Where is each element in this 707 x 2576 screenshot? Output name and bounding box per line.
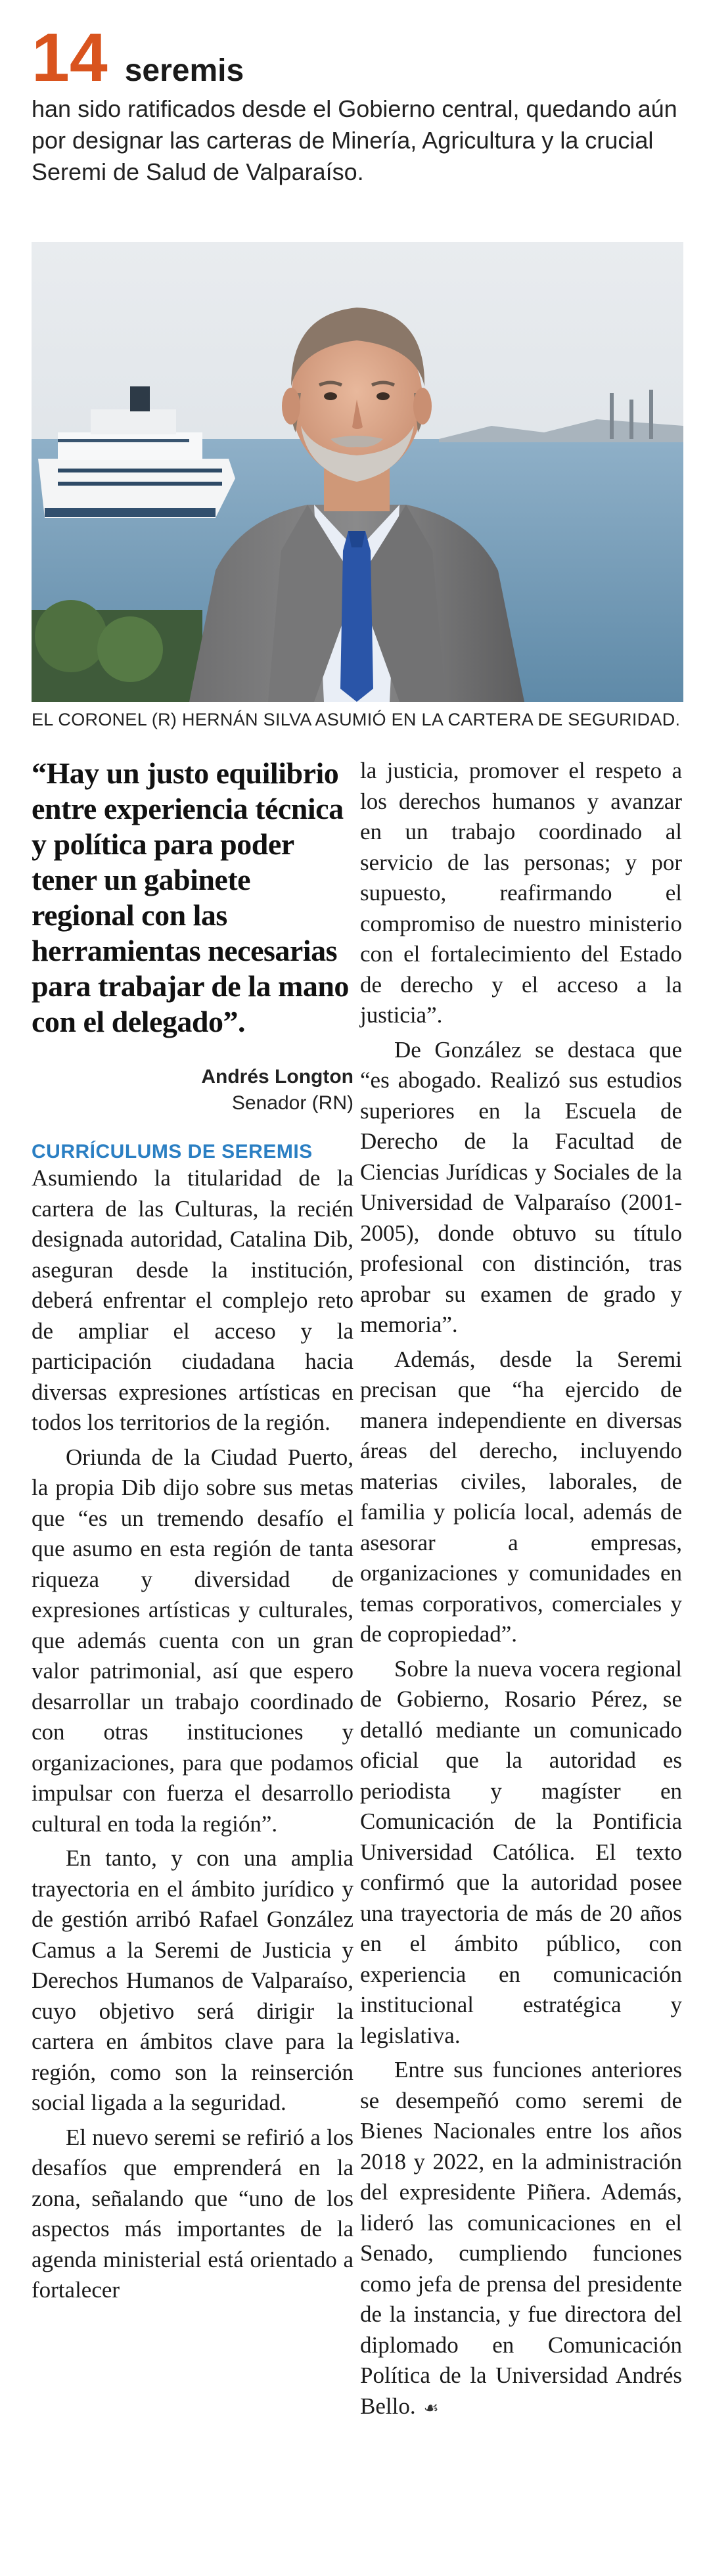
header-number: 14: [32, 20, 108, 96]
left-column: [32, 756, 354, 2306]
body-paragraph-final: [360, 2055, 682, 2424]
pull-quote: “Hay un justo equilibrio entre experiencia técnica y política para poder tener un gabinete regional con las herramientas necesarias para trabajar de la mano con el delegado”.: [32, 756, 349, 1038]
header-lead: han sido ratificados desde el Gobierno central, quedando aún por designar las carteras de Minería, Agricultura y la crucial Seremi de Salud de Valparaíso.: [32, 95, 677, 185]
section-title: CURRÍCULUMS DE SEREMIS: [32, 1141, 313, 1162]
end-of-article-icon: ☙: [423, 2398, 439, 2418]
body-paragraph: Sobre la nueva vocera regional de Gobierno, Rosario Pérez, se detalló mediante un comunicado oficial que la autoridad es periodista y magíster en Comunicación de la Pontificia Universidad Católica. El texto confirmó que la autoridad posee una trayectoria de más de 20 años en el ámbito público, con experiencia en comunicación institucional estratégica y legislativa.: [360, 1655, 682, 2048]
body-paragraph: Además, desde la Seremi precisan que “ha ejercido de manera independiente en diversas áreas del derecho, incluyendo materias civiles, laborales, de familia y policía local, además de asesorar a empresas, organizaciones y comunidades en temas corporativos, comerciales y de copropiedad”.: [360, 1346, 682, 1647]
body-paragraph: Oriunda de la Ciudad Puerto, la propia Dib dijo sobre sus metas que “es un tremendo desafío el que asumo en esta región de tanta riqueza y diversidad de expresiones artísticas y culturales, que además cuenta con un gran valor patrimonial, así que espero desarrollar un trabajo coordinado con otras instituciones y organizaciones, para que podamos impulsar con fuerza el desarrollo cultural en toda la región”.: [32, 1444, 354, 1837]
header-word: seremis: [124, 53, 244, 88]
quote-role: Senador (RN): [231, 1092, 354, 1114]
body-paragraph: Asumiendo la titularidad de la cartera de las Culturas, la recién designada autoridad, Catalina Dib, aseguran desde la institución, deberá enfrentar el complejo reto de ampliar el acceso y la participación ciudadana hacia diversas expresiones artísticas en todos los territorios de la región.: [32, 1165, 354, 1435]
final-paragraph-text: Entre sus funciones anteriores se desempeñó como seremi de Bienes Nacionales entre los años 2018 y 2022, en la administración del expresidente Piñera. Además, lideró las comunicaciones en el Senado, cumpliendo funciones como jefa de prensa del presidente de la instancia, y fue directora del diplomado en Comunicación Política de la Universidad Andrés Bello.: [360, 2057, 682, 2419]
article-photo: [32, 242, 683, 702]
body-paragraph: la justicia, promover el respeto a los derechos humanos y avanzar en un trabajo coordinado al servicio de las personas; y por supuesto, reafirmando el compromiso de nuestro ministerio con el fortalecimiento del Estado de derecho y el acceso a la justicia”.: [360, 758, 682, 1028]
photo-illustration: [32, 242, 683, 702]
body-paragraph: El nuevo seremi se refirió a los desafíos que emprenderá en la zona, señalando que “uno de los aspectos más importantes de la agenda ministerial está orientado a fortalecer: [32, 2124, 354, 2303]
photo-caption: EL CORONEL (R) HERNÁN SILVA ASUMIÓ EN LA CARTERA DE SEGURIDAD.: [32, 710, 681, 729]
body-paragraph: De González se destaca que “es abogado. Realizó sus estudios superiores en la Escuela de Derecho de la Facultad de Ciencias Jurídicas y Sociales de la Universidad de Valparaíso (2001-2005), donde obtuvo su título profesional con distinción, tras aprobar su examen de grado y memoria”.: [360, 1036, 682, 1337]
article-header: [32, 20, 689, 188]
right-column: [360, 756, 682, 2424]
body-paragraph: En tanto, y con una amplia trayectoria en el ámbito jurídico y de gestión arribó Rafael González Camus a la Seremi de Justicia y Derechos Humanos de Valparaíso, cuyo objetivo será dirigir la cartera en ámbitos clave para la región, como son la reinserción social ligada a la seguridad.: [32, 1845, 354, 2115]
header-headline: [32, 20, 689, 96]
quote-author: Andrés Longton: [201, 1066, 354, 1088]
